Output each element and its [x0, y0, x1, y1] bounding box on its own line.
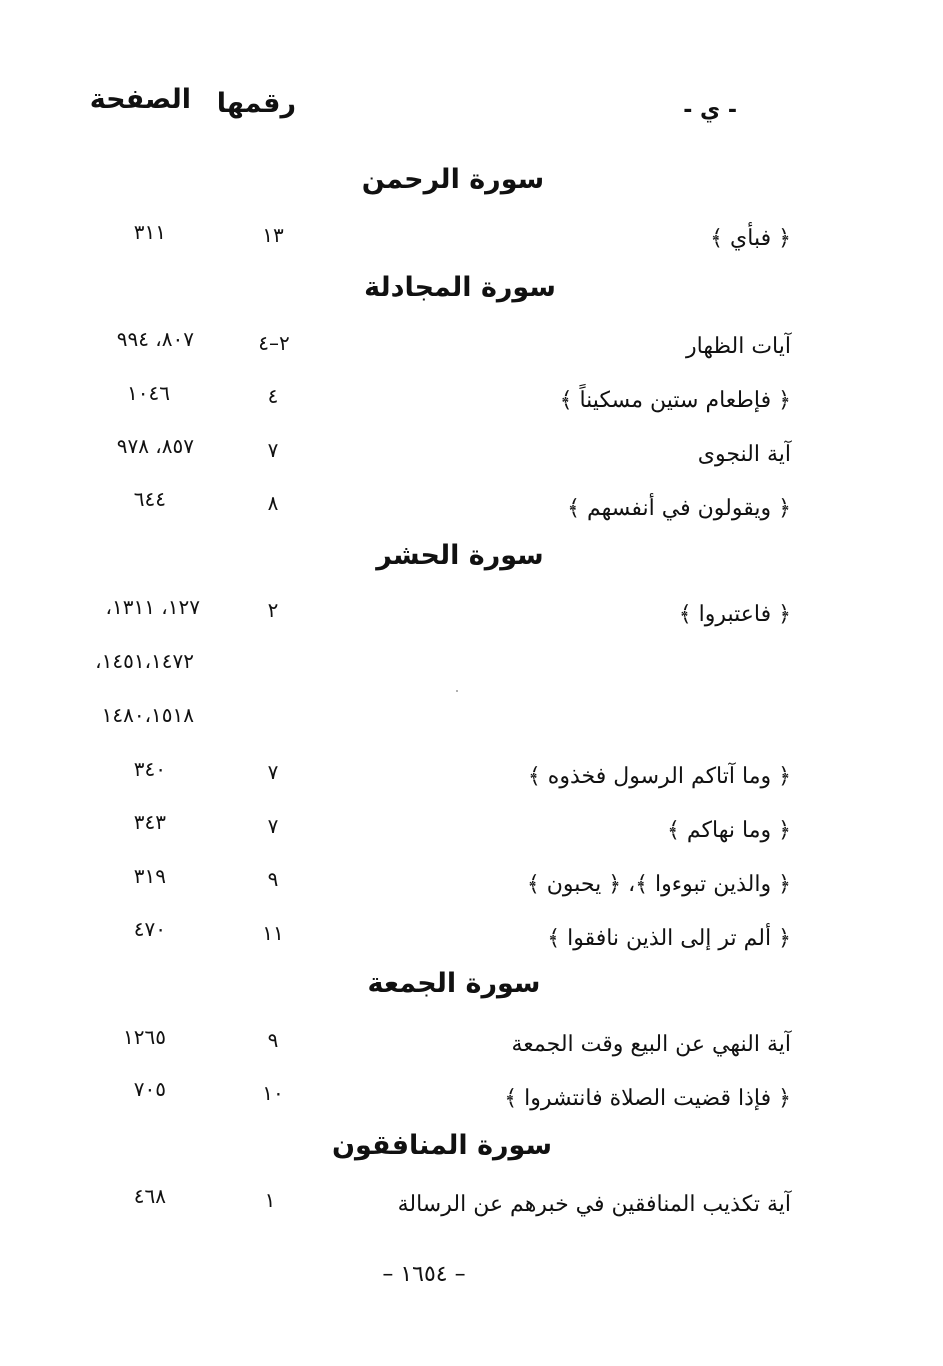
section-marker: - ي - — [683, 98, 737, 123]
page-refs: ٨٠٧، ٩٩٤ — [116, 327, 194, 351]
surah-heading: سورة الرحمن — [361, 164, 545, 195]
entry-text: ﴿ وما آتاكم الرسول فخذوه ﴾ — [527, 764, 791, 789]
verse-number: ٧ — [267, 814, 279, 838]
verse-number: ٩ — [267, 867, 279, 891]
surah-heading: سورة الجمعة — [367, 968, 541, 999]
surah-heading: سورة الحشر — [376, 540, 544, 571]
verse-number: ٧ — [267, 760, 279, 784]
page-refs: ٨٥٧، ٩٧٨ — [116, 434, 194, 458]
verse-number: ١٣ — [262, 223, 284, 247]
entry-text: آية النجوى — [697, 442, 791, 467]
page-refs: ٦٤٤ — [133, 487, 166, 511]
page-refs: ٣١١ — [133, 220, 166, 244]
entry-text: ﴿ فاعتبروا ﴾ — [678, 602, 791, 627]
entry-text: ﴿ والذين تبوءوا ﴾، ﴿ يحبون ﴾ — [526, 872, 791, 897]
page-refs: ٣٤٠ — [133, 757, 166, 781]
verse-number: ٢ — [267, 598, 279, 622]
entry-text: آية النهي عن البيع وقت الجمعة — [511, 1032, 791, 1057]
page-refs: ١٢٧، ١٣١١، — [105, 595, 200, 619]
surah-heading: سورة المجادلة — [364, 272, 556, 303]
page-refs: ١٢٦٥ — [123, 1025, 166, 1049]
page-refs: ٧٠٥ — [133, 1077, 166, 1101]
stray-dot — [456, 690, 458, 692]
verse-number: ٤ — [267, 384, 279, 408]
verse-number: ٧ — [267, 438, 279, 462]
page-refs: ٣٤٣ — [133, 810, 166, 834]
verse-number: ٢–٤ — [258, 331, 290, 355]
verse-number: ٩ — [267, 1028, 279, 1052]
page-refs: ١٠٤٦ — [127, 381, 170, 405]
entry-text: آيات الظهار — [686, 334, 791, 359]
verse-number: ٨ — [267, 491, 279, 515]
verse-number: ١٠ — [262, 1081, 284, 1105]
page-refs: ٤٧٠ — [133, 917, 166, 941]
column-header-number: رقمها — [216, 88, 296, 119]
surah-heading: سورة المنافقون — [331, 1130, 553, 1161]
verse-number: ١١ — [262, 921, 284, 945]
entry-text: ﴿ فإذا قضيت الصلاة فانتشروا ﴾ — [504, 1086, 791, 1111]
entry-text: ﴿ ألم تر إلى الذين نافقوا ﴾ — [547, 926, 791, 951]
entry-text: ﴿ وما نهاكم ﴾ — [667, 818, 791, 843]
page-refs: ٣١٩ — [133, 864, 166, 888]
column-header-page: الصفحة — [89, 84, 191, 115]
page-refs-cont: ١٤٥١،١٤٧٢، — [95, 649, 194, 673]
entry-text: ﴿ ويقولون في أنفسهم ﴾ — [567, 496, 791, 521]
entry-text: ﴿ فإطعام ستين مسكيناً ﴾ — [559, 388, 791, 413]
verse-number: ١ — [264, 1188, 276, 1212]
page-number: – ١٦٥٤ – — [382, 1262, 466, 1287]
entry-text: آية تكذيب المنافقين في خبرهم عن الرسالة — [397, 1192, 791, 1217]
entry-text: ﴿ فبأي ﴾ — [710, 226, 791, 251]
page-refs-cont: ١٤٨٠،١٥١٨ — [101, 703, 194, 727]
page-refs: ٤٦٨ — [133, 1184, 166, 1208]
